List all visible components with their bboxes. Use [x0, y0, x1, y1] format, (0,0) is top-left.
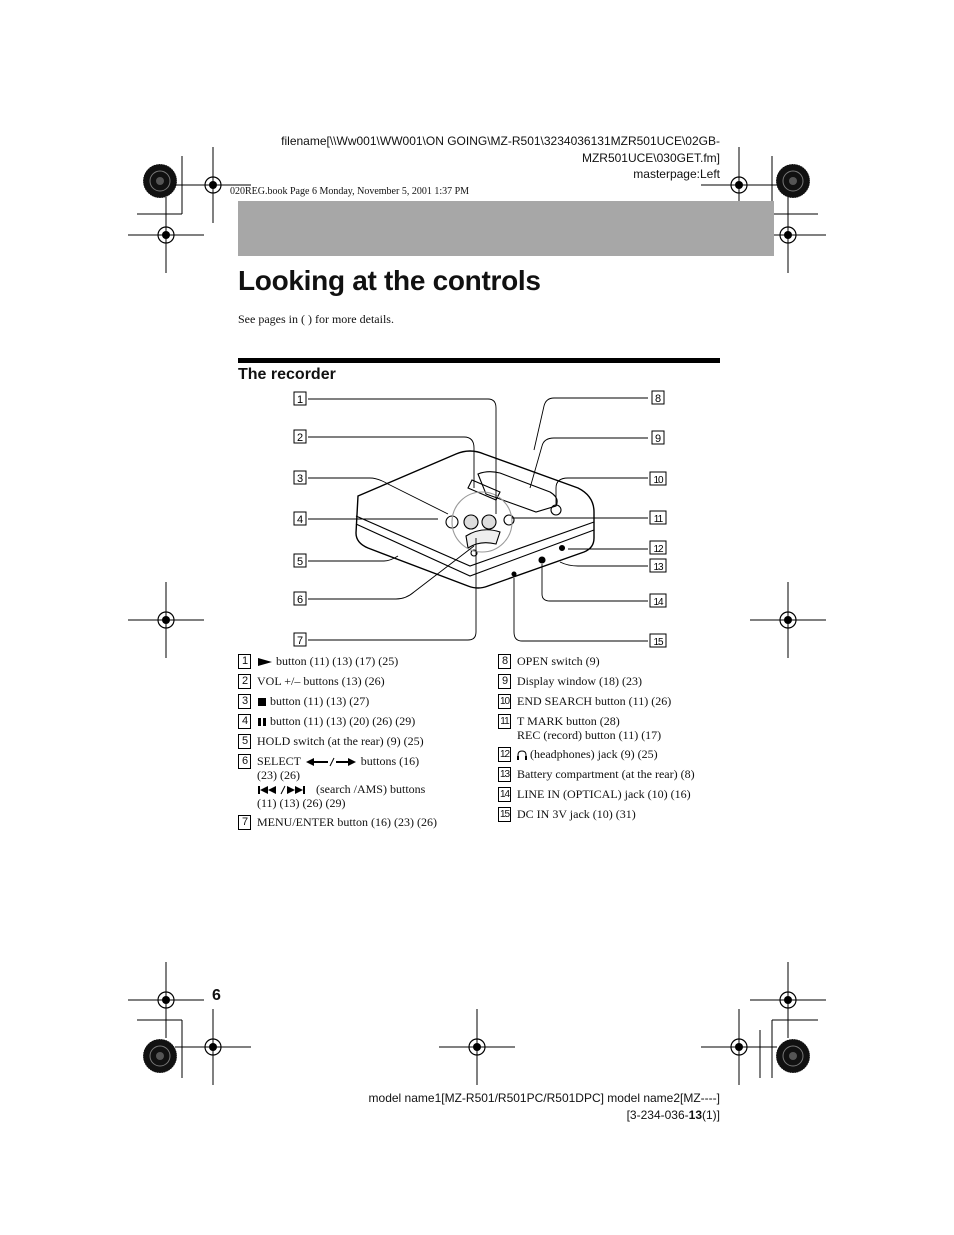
callout-4 [294, 512, 306, 526]
header-band [238, 201, 774, 256]
callout-9 [652, 431, 664, 445]
legend-text-7: MENU/ENTER button (16) (23) (26) [257, 815, 437, 829]
legend-num-9: 9 [498, 674, 511, 689]
legend-num-6: 6 [238, 754, 251, 769]
legend-text-6c: (23) (26) [257, 768, 300, 782]
legend-num-8: 8 [498, 654, 511, 669]
legend-text-6b: buttons (16) [360, 754, 420, 768]
legend-item-15 [498, 807, 724, 822]
book-info-line: 020REG.book Page 6 Monday, November 5, 2001 1:37 PM [230, 186, 470, 197]
legend-text-1: button (11) (13) (17) (25) [276, 654, 399, 668]
callout-5 [294, 554, 306, 568]
pause-icon [257, 717, 267, 727]
callout-1 [294, 392, 306, 406]
legend-num-10: 10 [499, 696, 510, 707]
play-icon [257, 657, 273, 667]
callout-15-label: 15 [653, 637, 663, 648]
callout-11-label: 11 [653, 514, 663, 525]
callout-7-label: 7 [296, 635, 304, 647]
legend-num-7: 7 [238, 815, 251, 830]
legend-item-12 [498, 747, 724, 762]
legend-item-6 [238, 754, 478, 810]
legend-num-14: 14 [499, 789, 510, 800]
legend-text-6a: SELECT [257, 754, 301, 768]
masterpage-label: masterpage:Left [633, 167, 720, 181]
legend-num-11: 11 [498, 714, 511, 729]
legend-text-15: DC IN 3V jack (10) (31) [517, 807, 636, 821]
filename-line-1: filename[\\Ww001\WW001\ON GOING\MZ-R501\3234036131MZR501UCE\02GB- [281, 134, 720, 148]
section-title: The recorder [238, 366, 336, 383]
callout-7 [294, 633, 306, 647]
legend-num-1: 1 [238, 654, 251, 669]
legend-item-2 [238, 674, 478, 689]
page-title: Looking at the controls [238, 265, 541, 296]
legend-text-3: button (11) (13) (27) [270, 694, 370, 708]
legend-text-2: VOL +/– buttons (13) (26) [257, 674, 385, 688]
filename-header [200, 133, 720, 167]
legend-text-12: (headphones) jack (9) (25) [530, 747, 658, 761]
legend-text-9: Display window (18) (23) [517, 674, 642, 688]
legend-item-1 [238, 654, 478, 669]
headphones-icon [517, 750, 527, 761]
callout-8 [652, 391, 664, 405]
callout-4-label: 4 [296, 514, 304, 526]
page-subtitle: See pages in ( ) for more details. [238, 312, 394, 326]
callout-14 [650, 594, 666, 608]
legend-text-13: Battery compartment (at the rear) (8) [517, 767, 695, 781]
select-arrows-icon [304, 757, 358, 767]
stop-icon [257, 697, 267, 707]
legend-item-5 [238, 734, 478, 749]
legend-text-6d: (search /AMS) buttons [316, 782, 426, 796]
callout-5-label: 5 [296, 556, 304, 568]
footer-code-bold: 13 [688, 1108, 702, 1122]
filename-line-2: MZR501UCE\030GET.fm] [581, 151, 720, 165]
callout-2-label: 2 [296, 432, 304, 444]
legend-num-12: 12 [499, 749, 510, 760]
legend-left [238, 654, 478, 835]
footer-code-line [627, 1108, 720, 1122]
legend-text-10: END SEARCH button (11) (26) [517, 694, 672, 708]
recorder-diagram [238, 388, 720, 650]
legend-text-5: HOLD switch (at the rear) (9) (25) [257, 734, 424, 748]
legend-text-14: LINE IN (OPTICAL) jack (10) (16) [517, 787, 691, 801]
callout-8-label: 8 [654, 393, 662, 405]
legend-item-7 [238, 815, 478, 830]
callout-3 [294, 471, 306, 485]
prev-next-icon [257, 785, 313, 795]
callout-12 [650, 541, 666, 555]
callout-14-label: 14 [653, 597, 663, 608]
legend-item-4 [238, 714, 478, 729]
legend-text-4: button (11) (13) (20) (26) (29) [270, 714, 416, 728]
page-number: 6 [212, 987, 221, 1004]
section-rule [238, 358, 720, 363]
callout-11 [650, 511, 666, 525]
legend-num-2: 2 [238, 674, 251, 689]
legend-text-8: OPEN switch (9) [517, 654, 600, 668]
legend-num-15: 15 [499, 809, 510, 820]
callout-13 [650, 559, 666, 573]
legend-text-6e: (11) (13) (26) (29) [257, 796, 346, 810]
footer-code-suffix: (1)] [702, 1108, 720, 1122]
legend-item-13 [498, 767, 724, 782]
callout-2 [294, 430, 306, 444]
legend-item-3 [238, 694, 478, 709]
legend-text-11b: REC (record) button (11) (17) [517, 728, 662, 742]
callout-6-label: 6 [296, 594, 304, 606]
callout-10-label: 10 [653, 475, 663, 486]
legend-item-14 [498, 787, 724, 802]
legend-text-11a: T MARK button (28) [517, 714, 620, 728]
callout-6 [294, 592, 306, 606]
legend-num-4: 4 [238, 714, 251, 729]
legend-num-5: 5 [238, 734, 251, 749]
legend-item-10 [498, 694, 724, 709]
callout-10 [650, 472, 666, 486]
legend-num-13: 13 [499, 769, 510, 780]
legend-item-9 [498, 674, 724, 689]
legend-item-11 [498, 714, 724, 742]
callout-9-label: 9 [654, 433, 662, 445]
legend-num-3: 3 [238, 694, 251, 709]
footer-code-prefix: [3-234-036- [626, 1108, 689, 1122]
callout-1-label: 1 [296, 394, 304, 406]
callout-12-label: 12 [653, 544, 663, 555]
callout-13-label: 13 [653, 562, 663, 573]
footer-model-line: model name1[MZ-R501/R501PC/R501DPC] model name2[MZ----] [368, 1091, 720, 1105]
legend-item-8 [498, 654, 724, 669]
legend-right [498, 654, 724, 827]
callout-15 [650, 634, 666, 648]
callout-3-label: 3 [296, 473, 304, 485]
